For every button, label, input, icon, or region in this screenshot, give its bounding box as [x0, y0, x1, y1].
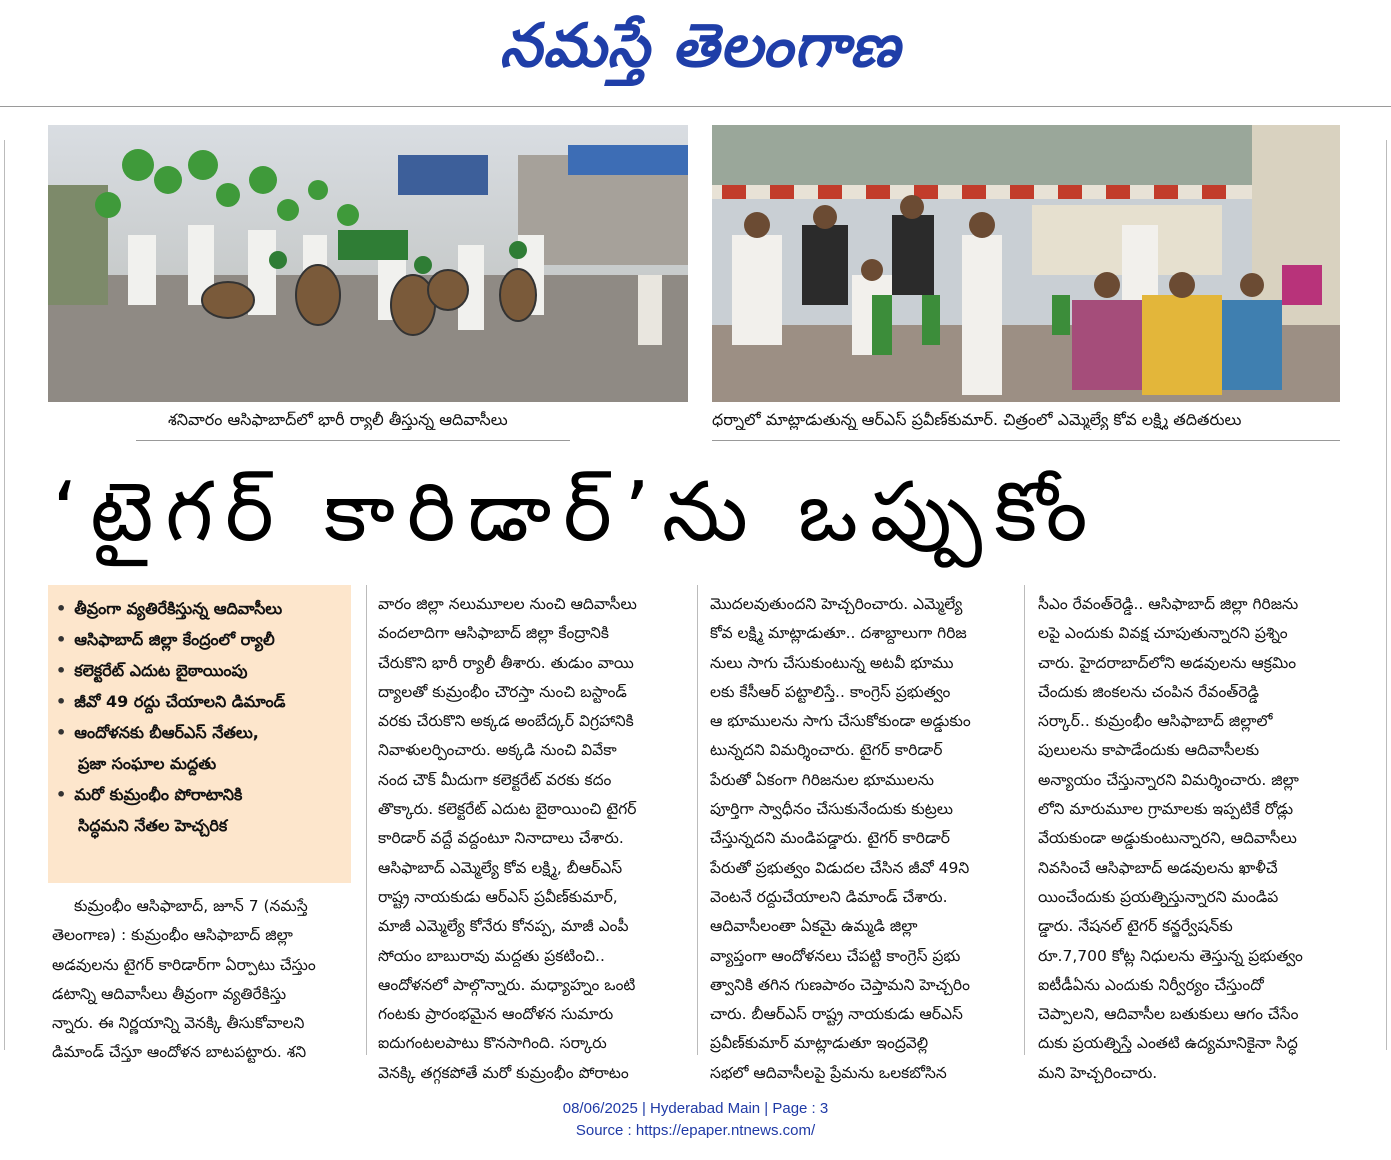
- article-line: తొక్కారు. కలెక్టరేట్ ఎదుట బైఠాయించి టైగర్: [378, 800, 637, 819]
- article-line: చారు. బీఆర్ఎస్ రాష్ట్ర నాయకుడు ఆర్‌ఎస్: [710, 1005, 963, 1024]
- highlights-box: [48, 585, 351, 883]
- article-line: వందలాదిగా ఆసిఫాబాద్ జిల్లా కేంద్రానికి: [378, 624, 609, 643]
- article-line: లోని మారుమూల గ్రామాలకు ఇప్పటికే రోడ్లు: [1038, 800, 1294, 819]
- article-column-3: [710, 590, 1012, 1088]
- page-border-right: [1386, 140, 1387, 1050]
- article-line: రాష్ట్ర నాయకుడు ఆర్‌ఎస్ ప్రవీణ్‌కుమార్,: [378, 887, 618, 906]
- article-line: త్వానికి తగిన గుణపాఠం చెప్తామని హెచ్చరిం: [710, 975, 970, 994]
- article-line: చేందుకు జింకలను చంపిన రేవంత్‌రెడ్డి: [1038, 682, 1260, 701]
- article-line: ఐదుగంటలపాటు కొనసాగింది. సర్కారు: [378, 1034, 607, 1053]
- column-divider: [1024, 585, 1025, 1055]
- article-line: సభలో ఆదివాసీలపై ప్రేమను ఒలకబోసిన: [710, 1063, 947, 1082]
- page-border-left: [4, 140, 5, 1050]
- article-line: మొదలవుతుందని హెచ్చరించారు. ఎమ్మెల్యే: [710, 595, 963, 613]
- article-line: అన్యాయం చేస్తున్నారని విమర్శించారు. జిల్లా: [1038, 770, 1299, 789]
- rally-photo: [48, 125, 688, 402]
- article-line: ఆసిఫాబాద్ ఎమ్మెల్యే కోవ లక్ష్మి, బీఆర్ఎస్: [378, 858, 623, 877]
- article-column-2: [378, 590, 684, 1088]
- article-line: దుకు ప్రయత్నిస్తే ఎంతటి ఉద్యమానికైనా సిద్ధ: [1038, 1034, 1298, 1053]
- article-line: వరకు చేరుకొని అక్కడ అంబేద్కర్ విగ్రహానికి: [378, 712, 634, 731]
- highlight-item: • కలెక్టరేట్ ఎదుట బైఠాయింపు: [56, 661, 248, 680]
- article-line: చేస్తున్నదని మండిపడ్డారు. టైగర్ కారిడార్: [710, 829, 950, 848]
- article-line: అడవులను టైగర్ కారిడార్‌గా ఏర్పాటు చేస్తుం: [52, 955, 316, 974]
- highlight-item-continued: సిద్ధమని నేతల హెచ్చరిక: [78, 816, 228, 835]
- article-line: నంద చౌక్ మీదుగా కలెక్టరేట్ వరకు కదం: [378, 770, 612, 789]
- article-column-1: [52, 892, 354, 1068]
- column-divider: [697, 585, 698, 1055]
- caption-rule-right: [712, 440, 1340, 441]
- article-line: టున్నదని విమర్శించారు. టైగర్ కారిడార్: [710, 741, 943, 760]
- newspaper-logo: నమస్తే తెలంగాణ: [499, 11, 901, 81]
- article-column-4: [1038, 590, 1340, 1088]
- article-line: ఆందోళనలో పాల్గొన్నారు. మధ్యాహ్నం ఒంటి: [378, 975, 636, 994]
- article-line: నులు సాగు చేసుకుంటున్న అటవీ భూము: [710, 653, 954, 672]
- article-line: కారిడార్ వద్దే వద్దంటూ నినాదాలు చేశారు.: [378, 829, 624, 848]
- article-line: మని హెచ్చరించారు.: [1038, 1063, 1158, 1082]
- article-line: ఐటీడీఏను ఎందుకు నిర్వీర్యం చేస్తుందో: [1038, 975, 1264, 994]
- page-footer: [0, 1098, 1391, 1142]
- highlight-item: • తీవ్రంగా వ్యతిరేకిస్తున్న ఆదివాసీలు: [56, 599, 283, 618]
- column-divider: [366, 585, 367, 1055]
- article-line: వేయకుండా అడ్డుకుంటున్నారని, ఆదివాసీలు: [1038, 829, 1297, 848]
- article-line: గంటకు ప్రారంభమైన ఆందోళన సుమారు: [378, 1005, 614, 1024]
- article-line: లపై ఎందుకు వివక్ష చూపుతున్నారని ప్రశ్నిం: [1038, 624, 1288, 643]
- article-line: పేరుతో ప్రభుత్వం విడుదల చేసిన జీవో 49ని: [710, 858, 970, 877]
- article-line: ద్యాలతో కుమ్రంభీం చౌరస్తా నుంచి బస్టాండ్: [378, 682, 627, 701]
- article-line: మాజీ ఎమ్మెల్యే కోనేరు కోనప్ప, మాజీ ఎంపీ: [378, 917, 629, 936]
- article-line: వారం జిల్లా నలుమూలల నుంచి ఆదివాసీలు: [378, 595, 637, 613]
- article-line: చారు. హైదరాబాద్‌లోని అడవులను ఆక్రమిం: [1038, 653, 1297, 672]
- footer-source: Source : https://epaper.ntnews.com/: [575, 1122, 816, 1139]
- headline: ‘టైగర్ కారిడార్’ను ఒప్పుకోం: [52, 465, 1100, 560]
- article-line: సీఎం రేవంత్‌రెడ్డి.. ఆసిఫాబాద్ జిల్లా గిరిజను: [1038, 595, 1299, 613]
- article-line: తెలంగాణ) : కుమ్రంభీం ఆసిఫాబాద్ జిల్లా: [52, 926, 293, 945]
- dharna-photo-caption: ధర్నాలో మాట్లాడుతున్న ఆర్‌ఎస్ ప్రవీణ్‌కుమార్. చిత్రంలో ఎమ్మెల్యే కోవ లక్ష్మి తదితరులు: [712, 410, 1242, 429]
- article-line: డ్డారు. నేషనల్ టైగర్ కన్జర్వేషన్‌కు: [1038, 917, 1233, 936]
- article-line: వ్యాప్తంగా ఆందోళనలు చేపట్టి కాంగ్రెస్ ప్రభు: [710, 946, 961, 965]
- article-line: కోవ లక్ష్మి మాట్లాడుతూ.. దశాబ్దాలుగా గిరిజ: [710, 624, 967, 643]
- masthead: [0, 0, 1391, 100]
- article-line: ఆ భూములను సాగు చేసుకోకుండా అడ్డుకుం: [710, 712, 971, 731]
- article-line: చెప్పాలని, ఆదివాసీల బతుకులు ఆగం చేసేం: [1038, 1005, 1299, 1024]
- rally-photo-caption: శనివారం ఆసిఫాబాద్‌లో భారీ ర్యాలీ తీస్తున్న ఆదివాసీలు: [168, 410, 508, 429]
- article-line: పూర్తిగా స్వాధీనం చేసుకునేందుకు కుట్రలు: [710, 800, 954, 819]
- article-line: పులులను కాపాడేందుకు ఆదివాసీలకు: [1038, 741, 1260, 760]
- highlight-item: • ఆసిఫాబాద్ జిల్లా కేంద్రంలో ర్యాలీ: [56, 630, 275, 649]
- article-line: రూ.7,700 కోట్ల నిధులను తెస్తున్న ప్రభుత్వం: [1038, 946, 1303, 965]
- masthead-divider: [0, 106, 1391, 107]
- article-line: పేరుతో ఏకంగా గిరిజనుల భూములను: [710, 770, 935, 789]
- highlight-item-continued: ప్రజా సంఘాల మద్దతు: [78, 754, 217, 773]
- footer-date-edition: 08/06/2025 | Hyderabad Main | Page : 3: [562, 1100, 829, 1117]
- article-line: చేరుకొని భారీ ర్యాలీ తీశారు. తుడుం వాయి: [378, 653, 634, 672]
- article-line: నివసించే ఆసిఫాబాద్ అడవులను ఖాళీచే: [1038, 858, 1278, 877]
- article-line: వెంటనే రద్దుచేయాలని డిమాండ్ చేశారు.: [710, 887, 948, 906]
- article-line: సోయం బాబురావు మద్దతు ప్రకటించి..: [378, 946, 605, 965]
- article-line: ఆదివాసీలంతా ఏకమై ఉమ్మడి జిల్లా: [710, 917, 918, 936]
- highlight-item: • ఆందోళనకు బీఆర్ఎస్ నేతలు,: [56, 723, 259, 742]
- caption-rule-left: [136, 440, 570, 441]
- dharna-photo: [712, 125, 1340, 402]
- article-line: సర్కార్.. కుమ్రంభీం ఆసిఫాబాద్ జిల్లాలో: [1038, 712, 1273, 731]
- article-line: డటాన్ని ఆదివాసీలు తీవ్రంగా వ్యతిరేకిస్తు: [52, 984, 287, 1003]
- highlight-item: • మరో కుమ్రంభీం పోరాటానికి: [56, 785, 243, 804]
- article-line: యించేందుకు ప్రయత్నిస్తున్నారని మండిప: [1038, 887, 1279, 906]
- article-line: న్నారు. ఈ నిర్ణయాన్ని వెనక్కి తీసుకోవాలని: [52, 1014, 305, 1033]
- article-line: నివాళులర్పించారు. అక్కడి నుంచి వివేకా: [378, 741, 617, 760]
- article-line: డిమాండ్ చేస్తూ ఆందోళన బాటపట్టారు. శని: [52, 1043, 307, 1062]
- article-line: ప్రవీణ్‌కుమార్ మాట్లాడుతూ ఇంద్రవెల్లి: [710, 1034, 929, 1053]
- article-line: వెనక్కి తగ్గకపోతే మరో కుమ్రంభీం పోరాటం: [378, 1063, 629, 1082]
- article-line: లకు కేసీఆర్ పట్టాలిస్తే.. కాంగ్రెస్ ప్రభుత్వం: [710, 682, 951, 701]
- highlight-item: • జీవో 49 రద్దు చేయాలని డిమాండ్: [56, 692, 286, 711]
- article-line: కుమ్రంభీం ఆసిఫాబాద్, జూన్ 7 (నమస్తే: [74, 897, 308, 915]
